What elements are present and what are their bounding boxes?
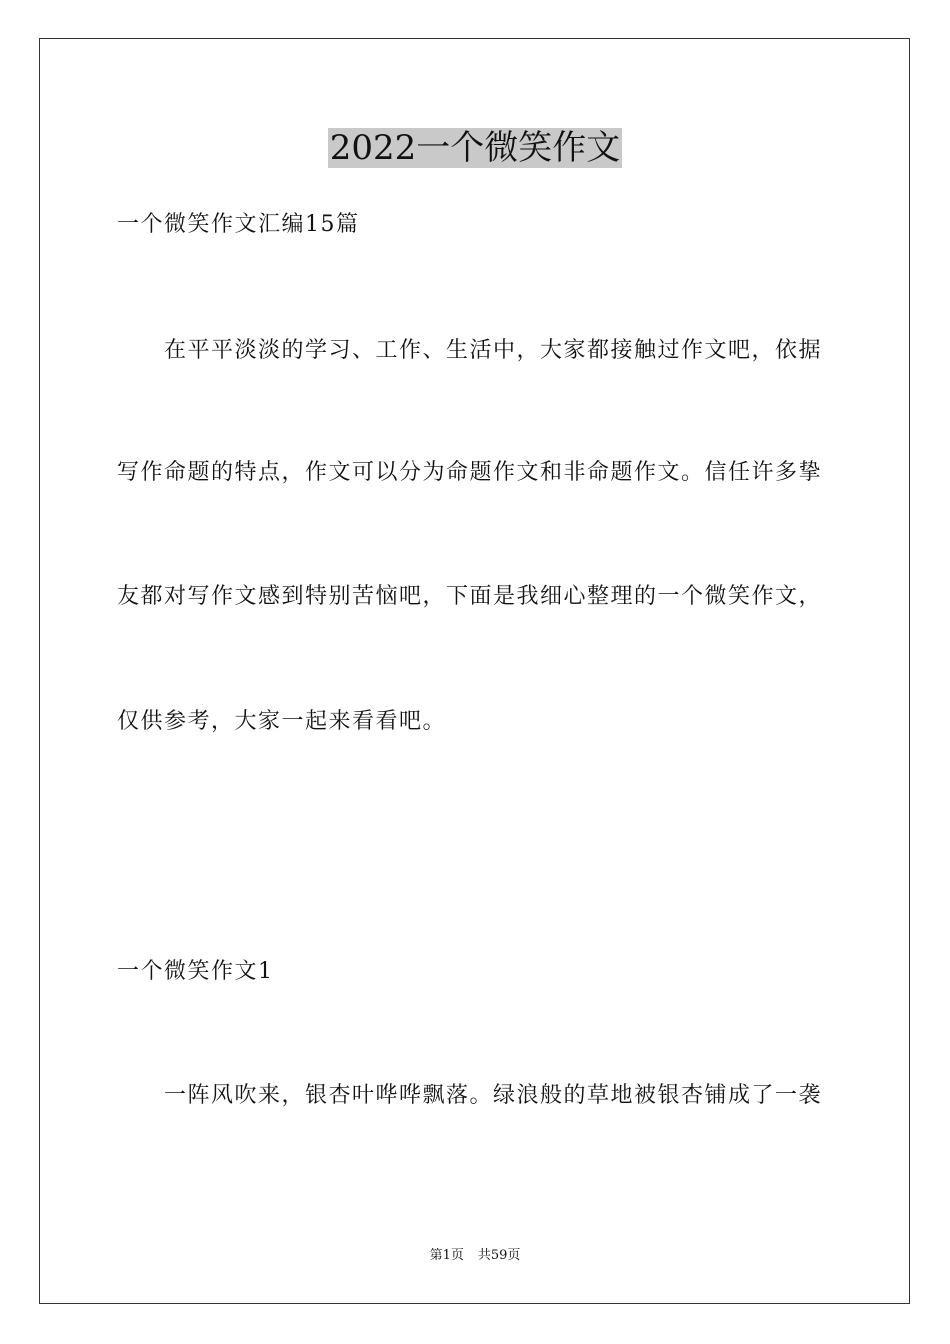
paragraph-line: 在平平淡淡的学习、工作、生活中，大家都接触过作文吧，依据 (164, 338, 823, 363)
section-heading: 一个微笑作文1 (117, 959, 274, 984)
document-title-text: 2022一个微笑作文 (329, 128, 621, 168)
paragraph-line: 仅供参考，大家一起来看看吧。 (117, 709, 447, 734)
paragraph-line: 写作命题的特点，作文可以分为命题作文和非命题作文。信任许多挚 (117, 460, 823, 485)
paragraph-line: 一阵风吹来，银杏叶哗哗飘落。绿浪般的草地被银杏铺成了一袭 (164, 1083, 823, 1108)
document-title (0, 128, 950, 168)
page-number: 第1页 (429, 1248, 464, 1263)
paragraph-line: 友都对写作文感到特别苦恼吧，下面是我细心整理的一个微笑作文， (117, 584, 823, 609)
document-subtitle: 一个微笑作文汇编15篇 (117, 212, 360, 237)
page-total: 共59页 (477, 1248, 521, 1263)
page-footer (0, 1248, 950, 1264)
